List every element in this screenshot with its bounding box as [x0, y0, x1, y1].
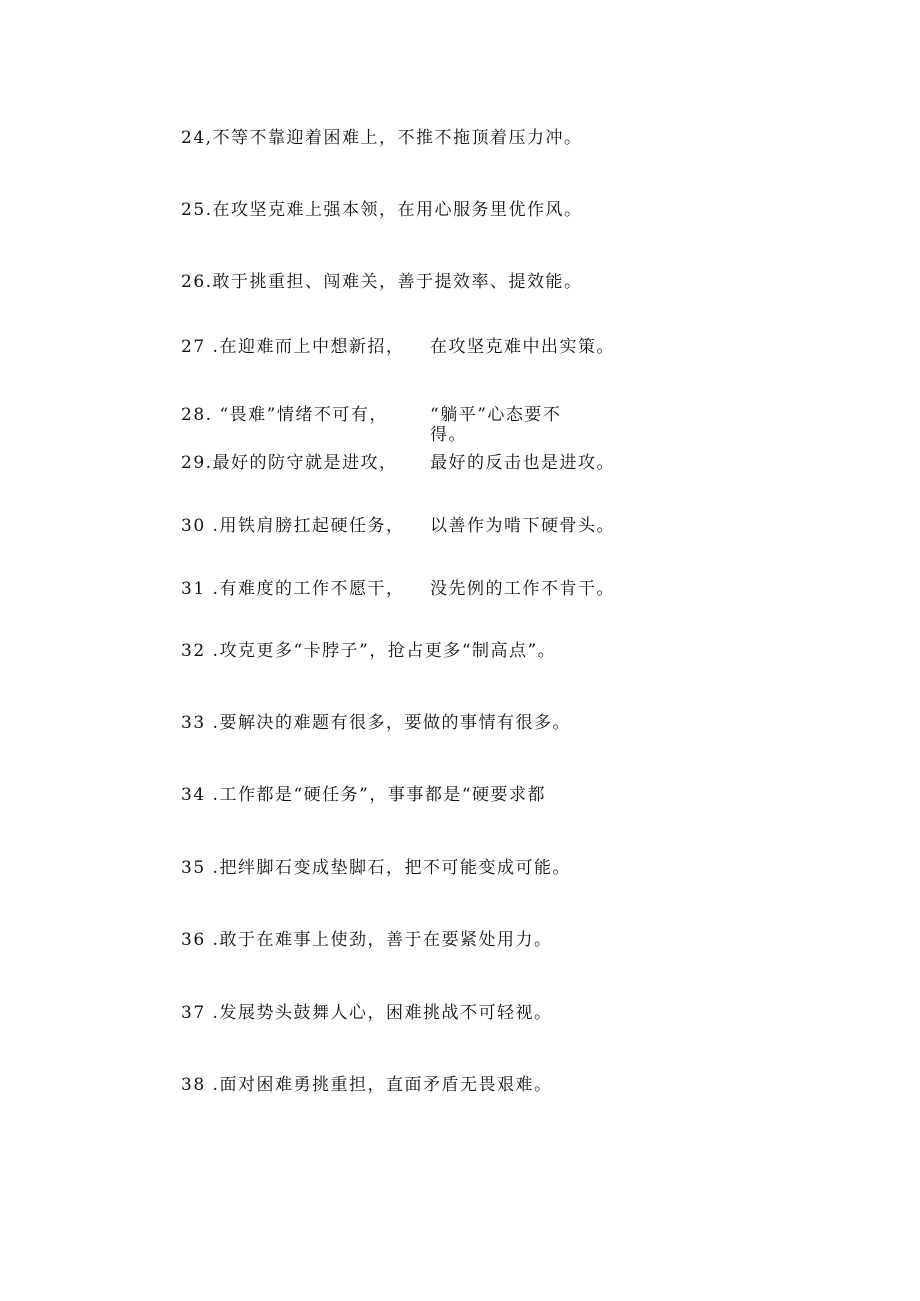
- item-number: 37 .: [181, 1003, 220, 1023]
- item-number: 25.: [181, 200, 213, 220]
- item-number: 32 .: [181, 641, 220, 661]
- item-text: 攻克更多“卡脖子”，抢占更多“制高点”。: [219, 641, 557, 661]
- list-item: [181, 271, 583, 293]
- item-number: 26.: [181, 272, 213, 292]
- item-text: 敢于在难事上使劲，善于在要紧处用力。: [219, 930, 553, 950]
- list-item: [181, 199, 583, 221]
- list-item: [181, 640, 556, 662]
- item-number: 36 .: [181, 930, 220, 950]
- list-item: [181, 857, 571, 879]
- item-text: 用铁肩膀扛起硬任务，: [219, 516, 405, 536]
- item-text: 面对困难勇挑重担，直面矛盾无畏艰难。: [219, 1075, 553, 1095]
- item-text-second-clause: 最好的反击也是进攻。: [430, 453, 615, 473]
- item-number: 38 .: [181, 1075, 220, 1095]
- item-text: 不等不靠迎着困难上，不推不拖顶着压力冲。: [212, 128, 583, 148]
- item-text-second-clause: “躺平”心态要不: [430, 405, 562, 425]
- item-text-second-clause: 在攻坚克难中出实策。: [430, 337, 615, 357]
- list-item: [181, 1002, 552, 1024]
- item-number: 35 .: [181, 858, 220, 878]
- item-number: 30 .: [181, 516, 220, 536]
- list-item: [181, 578, 615, 600]
- item-number: 31 .: [181, 579, 220, 599]
- list-item: [181, 929, 552, 951]
- list-item: [181, 404, 562, 445]
- item-number: 28.: [181, 405, 213, 425]
- item-text: 把绊脚石变成垫脚石，把不可能变成可能。: [219, 858, 571, 878]
- item-text: 最好的防守就是进攻，: [212, 453, 398, 473]
- item-text: 有难度的工作不愿干，: [219, 579, 405, 599]
- item-text: 在迎难而上中想新招，: [219, 337, 405, 357]
- item-number: 33 .: [181, 713, 220, 733]
- list-item: [181, 1074, 552, 1096]
- list-item: [181, 127, 583, 149]
- item-text: 工作都是“硬任务”，事事都是“硬要求都: [219, 785, 547, 805]
- list-item: [181, 712, 571, 734]
- item-text-second-clause: 以善作为啃下硬骨头。: [430, 516, 615, 536]
- item-text: “畏难”情绪不可有，: [219, 405, 388, 425]
- item-text-second-clause: 没先例的工作不肯干。: [430, 579, 615, 599]
- list-item: [181, 336, 615, 358]
- list-item: [181, 784, 546, 806]
- item-number: 29.: [181, 453, 213, 473]
- item-text: 要解决的难题有很多，要做的事情有很多。: [219, 713, 571, 733]
- list-item: [181, 515, 615, 537]
- list-item: [181, 452, 615, 474]
- item-number: 27 .: [181, 337, 220, 357]
- item-text-wrapped-tail: 得。: [430, 425, 467, 445]
- item-text: 发展势头鼓舞人心，困难挑战不可轻视。: [219, 1003, 553, 1023]
- item-number: 24,: [181, 128, 213, 148]
- item-text: 敢于挑重担、闯难关，善于提效率、提效能。: [212, 272, 583, 292]
- item-text: 在攻坚克难上强本领，在用心服务里优作风。: [212, 200, 583, 220]
- item-number: 34 .: [181, 785, 220, 805]
